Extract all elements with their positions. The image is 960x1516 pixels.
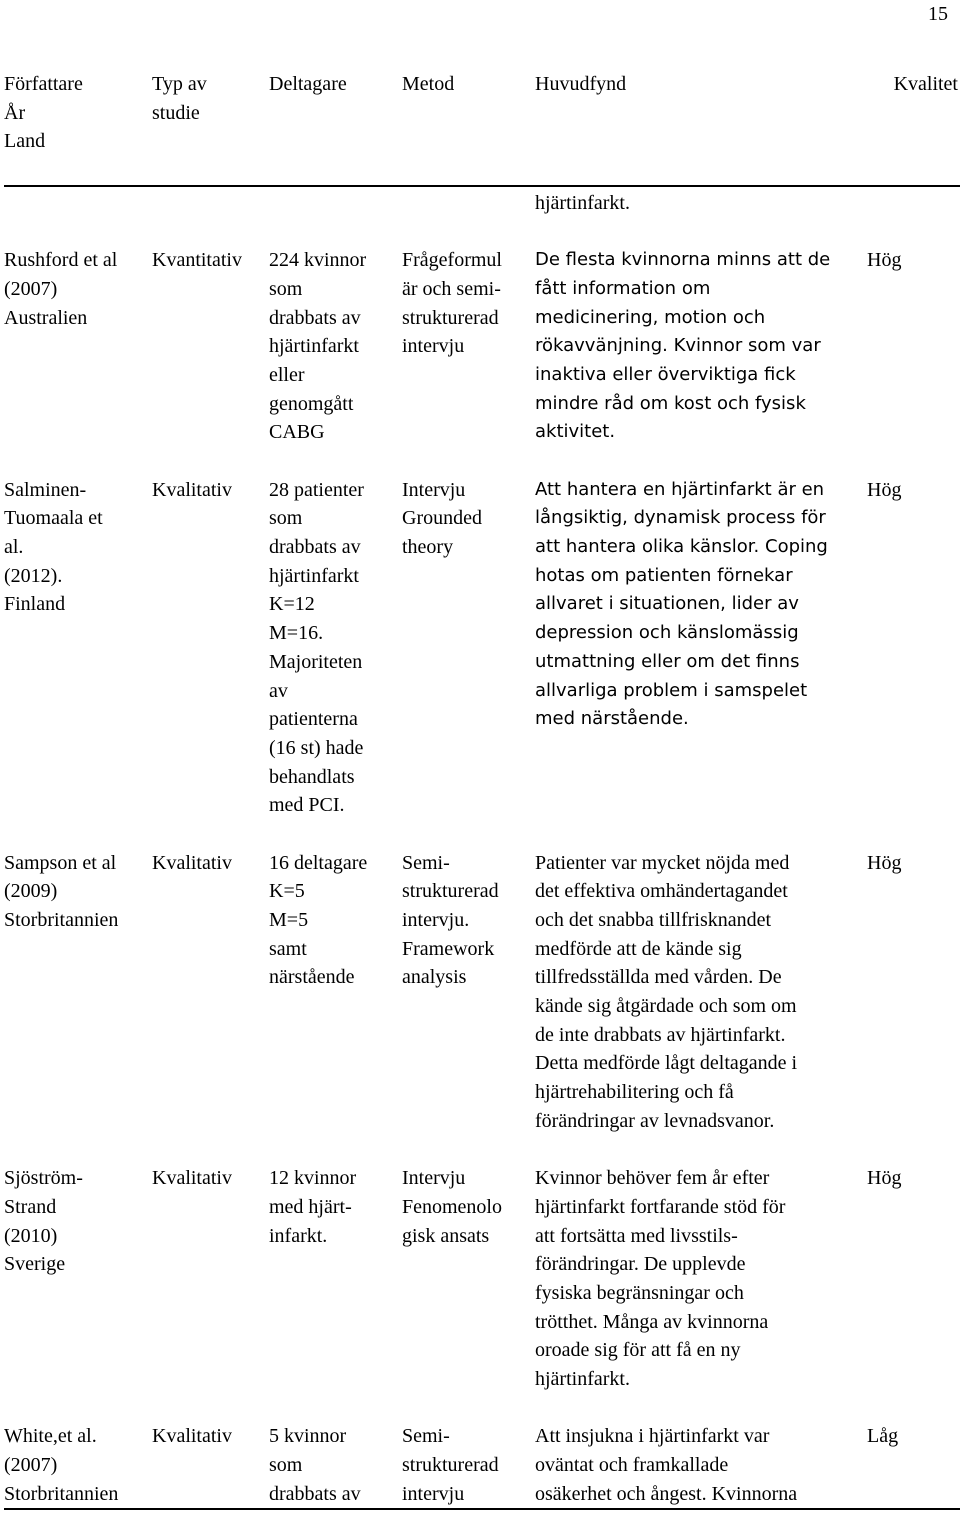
cell-author: Sampson et al (2009) Storbritannien — [4, 851, 119, 931]
cell-author: Sjöström- Strand (2010) Sverige — [4, 1167, 83, 1276]
cell-participants: 12 kvinnor med hjärt- infarkt. — [269, 1167, 357, 1247]
header-author: Författare År Land — [4, 70, 152, 186]
cell-type: Kvalitativ — [152, 1167, 232, 1190]
cell-type: Kvantitativ — [152, 249, 242, 272]
cell-author: Salminen- Tuomaala et al. (2012). Finland — [4, 478, 103, 616]
cell-type: Kvalitativ — [152, 1422, 269, 1509]
cell-method: Semi- strukturerad intervju. Framework analysis — [402, 851, 499, 989]
table-row — [4, 246, 960, 475]
cell-findings: Att insjukna i hjärtinfarkt var oväntat och framkallade osäkerhet och ångest. Kvinnorna — [535, 1422, 865, 1509]
cell-quality: Låg — [865, 1422, 960, 1509]
cell-author: White,et al. (2007) Storbritannien — [4, 1422, 152, 1509]
cell-participants: 5 kvinnor som drabbats av — [269, 1422, 402, 1509]
cell-findings: De flesta kvinnorna minns att de fått information om medicinering, motion och rökavvänjning. Kvinnor som var inaktiva eller överviktiga fick mindre råd om kost och fysisk aktivitet. — [535, 249, 831, 443]
literature-review-table — [4, 70, 960, 1510]
cell-findings: Att hantera en hjärtinfarkt är en långsiktig, dynamisk process för att hantera olika känslor. Coping hotas om patienten förnekar allvaret i situationen, lider av depression och känslomässig utmattning eller om det finns allvarliga problem i samspelet med närstående. — [535, 478, 828, 730]
table-row — [4, 1164, 960, 1422]
header-quality: Kvalitet — [865, 70, 960, 186]
cell-method: Intervju Grounded theory — [402, 478, 482, 559]
cell-quality: Hög — [867, 478, 902, 501]
cell-quality: Hög — [867, 851, 902, 874]
cell-findings: Kvinnor behöver fem år efter hjärtinfarkt fortfarande stöd för att fortsätta med livsstils- förändringar. De upplevde fysiska begränsningar och trötthet. Många av kvinnorna oroade sig för att få en ny hjärtinfarkt. — [535, 1167, 786, 1391]
page-number: 15 — [928, 3, 948, 25]
cell-author: Rushford et al (2007) Australien — [4, 249, 118, 329]
cell-participants: 28 patienter som drabbats av hjärtinfarkt K=12 M=16. Majoriteten av patienterna (16 st) hade behandlats med PCI. — [269, 478, 364, 817]
header-type: Typ av studie — [152, 70, 269, 186]
cell-type: Kvalitativ — [152, 851, 232, 874]
table-row — [4, 1422, 960, 1509]
cell-participants: 16 deltagare K=5 M=5 samt närstående — [269, 851, 368, 989]
continuation-text: hjärtinfarkt. — [535, 192, 630, 214]
cell-type: Kvalitativ — [152, 478, 232, 501]
cell-participants: 224 kvinnor som drabbats av hjärtinfarkt eller genomgått CABG — [269, 249, 367, 444]
table-row — [4, 849, 960, 1165]
cell-quality: Hög — [867, 1167, 902, 1190]
table-row-continuation — [4, 186, 960, 246]
table-row — [4, 476, 960, 849]
cell-quality: Hög — [867, 249, 902, 272]
cell-findings: Patienter var mycket nöjda med det effektiva omhändertagandet och det snabba tillfrisknandet medförde att de kände sig tillfredsställda med vården. De kände sig åtgärdade och som om de inte drabbats av hjärtinfarkt. Detta medförde lågt deltagande i hjärtrehabilitering och få förändringar av levnadsvanor. — [535, 851, 798, 1132]
header-method: Metod — [402, 70, 535, 186]
header-participants: Deltagare — [269, 70, 402, 186]
cell-method: Intervju Fenomenolo gisk ansats — [402, 1167, 502, 1247]
cell-method: Frågeformul är och semi- strukturerad intervju — [402, 249, 502, 358]
header-findings: Huvudfynd — [535, 70, 865, 186]
table-header-row — [4, 70, 960, 186]
cell-method: Semi- strukturerad intervju — [402, 1422, 535, 1509]
